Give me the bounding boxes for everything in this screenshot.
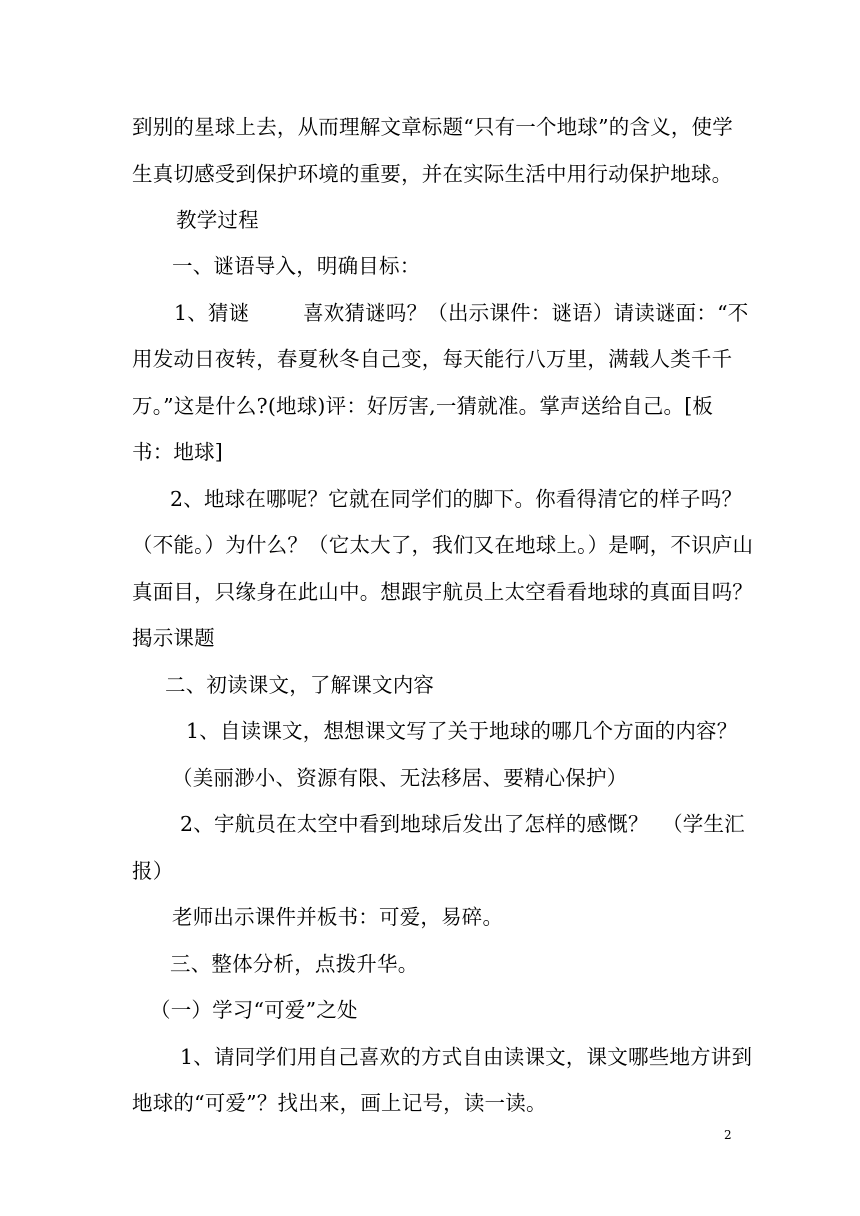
text-line: 1、猜谜 喜欢猜谜吗？（出示课件：谜语）请读谜面：“不: [174, 301, 749, 325]
text-line: 真面目，只缘身在此山中。想跟宇航员上太空看看地球的真面目吗？: [132, 580, 753, 604]
section-heading: 二、初读课文，了解课文内容: [165, 673, 435, 697]
section-heading: 教学过程: [176, 208, 259, 232]
text-line: （美丽渺小、资源有限、无法移居、要精心保护）: [172, 766, 628, 790]
section-heading: （一）学习“可爱”之处: [150, 998, 358, 1022]
page-number: 2: [724, 1128, 732, 1142]
text-line: 1、请同学们用自己喜欢的方式自由读课文，课文哪些地方讲到: [180, 1045, 753, 1069]
text-line: （不能。）为什么？（它太大了，我们又在地球上。）是啊，不识庐山: [132, 533, 754, 557]
text-line: 2、宇航员在太空中看到地球后发出了怎样的感慨？ （学生汇: [180, 812, 745, 836]
text-line: 万。”这是什么?(地球)评：好厉害,一猜就准。掌声送给自己。[板: [132, 394, 714, 418]
text-line: 用发动日夜转，春夏秋冬自己变，每天能行八万里，满载人类千千: [132, 347, 733, 371]
text-line: 到别的星球上去，从而理解文章标题“只有一个地球”的含义，使学: [132, 115, 733, 139]
section-heading: 三、整体分析，点拨升华。: [170, 952, 419, 976]
text-line: 1、自读课文，想想课文写了关于地球的哪几个方面的内容？: [186, 719, 738, 743]
text-line: 书：地球]: [132, 440, 223, 464]
text-line: 生真切感受到保护环境的重要，并在实际生活中用行动保护地球。: [132, 162, 733, 186]
text-line: 揭示课题: [132, 626, 215, 650]
text-line: 地球的“可爱”？找出来，画上记号，读一读。: [132, 1091, 547, 1115]
section-heading: 一、谜语导入，明确目标：: [172, 254, 421, 278]
text-line: 报）: [132, 859, 174, 883]
text-line: 2、地球在哪呢？它就在同学们的脚下。你看得清它的样子吗？: [170, 487, 743, 511]
text-line: 老师出示课件并板书：可爱，易碎。: [172, 905, 504, 929]
